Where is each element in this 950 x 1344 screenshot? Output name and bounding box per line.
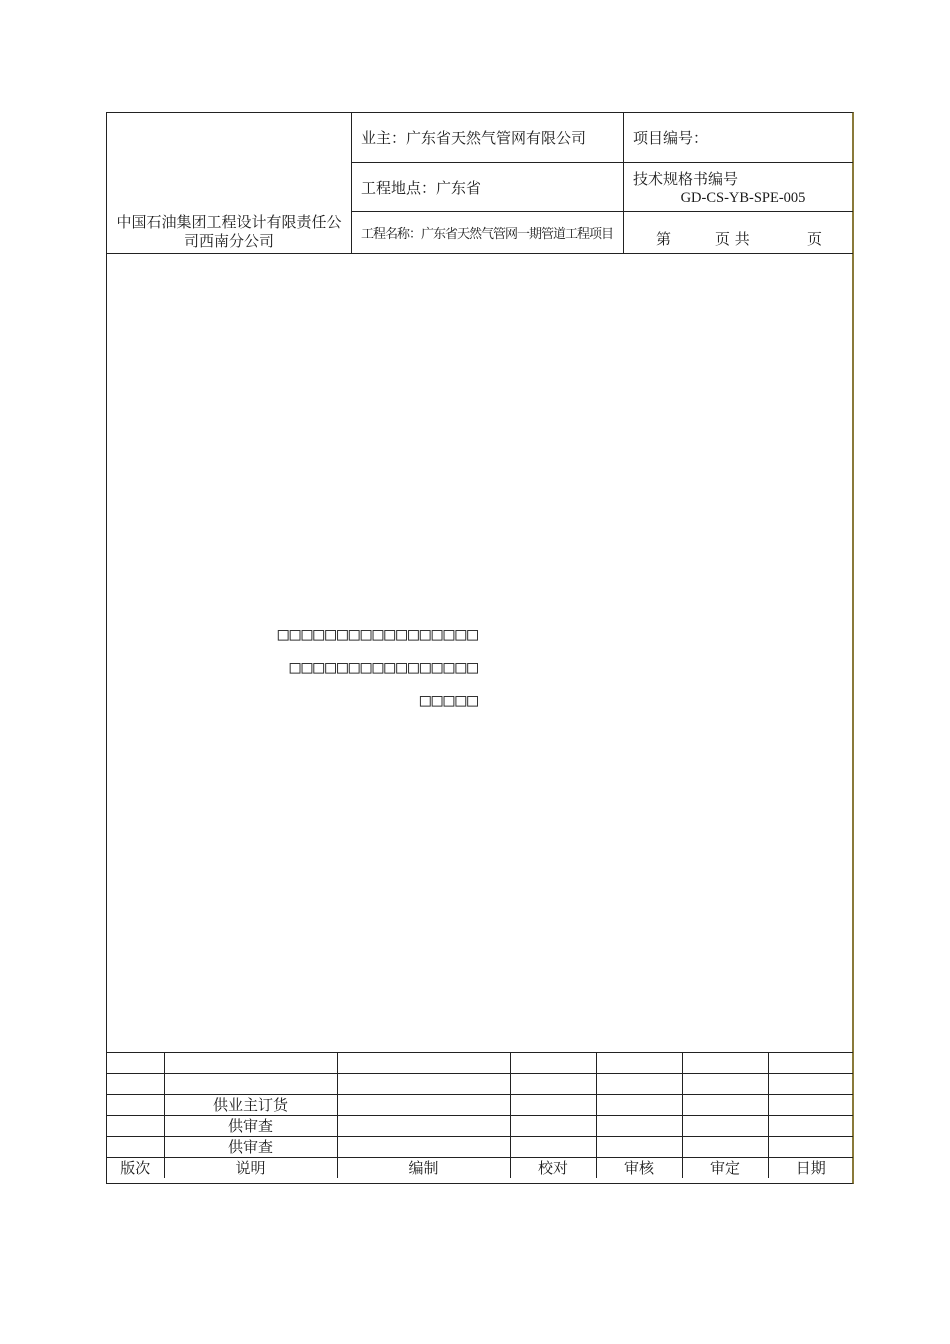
revision-cell	[107, 1053, 164, 1074]
project-info-column	[352, 113, 624, 253]
revision-cell	[107, 1074, 164, 1095]
revision-cell: 供业主订货	[164, 1095, 337, 1116]
spec-number-field	[624, 163, 853, 212]
title-line-1: □□□□□□□□□□□□□□□□□	[277, 624, 479, 645]
owner-field: 业主：广东省天然气管网有限公司	[352, 113, 623, 163]
revision-cell	[337, 1116, 510, 1137]
revision-cell	[164, 1074, 337, 1095]
document-title	[107, 618, 479, 717]
page-label-di: 第	[656, 230, 672, 248]
revision-header-cell: 审定	[682, 1158, 768, 1179]
page-count-field	[624, 212, 853, 253]
page-label-ye-gong: 页 共	[715, 230, 750, 248]
revision-header-cell: 日期	[768, 1158, 853, 1179]
doc-number-column	[624, 113, 853, 253]
revision-cell	[768, 1074, 853, 1095]
revision-cell	[164, 1053, 337, 1074]
revision-header-row	[107, 1158, 853, 1179]
revision-cell	[682, 1095, 768, 1116]
title-block-header	[107, 113, 853, 254]
revision-cell	[682, 1137, 768, 1158]
page-label-ye: 页	[807, 230, 823, 248]
company-name: 中国石油集团工程设计有限责任公司西南分公司	[107, 113, 352, 253]
revision-table	[107, 1052, 853, 1178]
revision-cell	[682, 1116, 768, 1137]
revision-header-cell: 审核	[596, 1158, 682, 1179]
revision-header-cell: 说明	[164, 1158, 337, 1179]
document-sheet	[106, 112, 854, 1184]
revision-cell	[596, 1053, 682, 1074]
location-field: 工程地点：广东省	[352, 163, 623, 212]
revision-cell: 供审查	[164, 1137, 337, 1158]
revision-cell	[768, 1137, 853, 1158]
revision-cell	[682, 1074, 768, 1095]
revision-cell	[337, 1074, 510, 1095]
revision-cell	[596, 1137, 682, 1158]
title-line-2: □□□□□□□□□□□□□□□□	[289, 657, 479, 678]
revision-row	[107, 1074, 853, 1095]
revision-cell	[337, 1137, 510, 1158]
revision-cell	[682, 1053, 768, 1074]
revision-cell	[596, 1074, 682, 1095]
title-line-3: □□□□□	[419, 690, 479, 711]
revision-row	[107, 1137, 853, 1158]
revision-cell	[510, 1053, 596, 1074]
revision-cell	[510, 1074, 596, 1095]
project-number-field: 项目编号：	[624, 113, 853, 163]
revision-header-cell: 版次	[107, 1158, 164, 1179]
revision-cell: 供审查	[164, 1116, 337, 1137]
revision-cell	[596, 1116, 682, 1137]
revision-row	[107, 1053, 853, 1074]
revision-cell	[107, 1137, 164, 1158]
revision-cell	[337, 1095, 510, 1116]
revision-cell	[596, 1095, 682, 1116]
project-name-field: 工程名称：广东省天然气管网一期管道工程项目	[361, 227, 614, 242]
revision-cell	[107, 1116, 164, 1137]
revision-cell	[337, 1053, 510, 1074]
revision-cell	[510, 1137, 596, 1158]
revision-row	[107, 1116, 853, 1137]
revision-cell	[510, 1116, 596, 1137]
revision-row	[107, 1095, 853, 1116]
revision-cell	[768, 1053, 853, 1074]
revision-cell	[768, 1116, 853, 1137]
spec-number-label: 技术规格书编号	[633, 170, 739, 188]
revision-header-cell: 校对	[510, 1158, 596, 1179]
spec-number-code: GD-CS-YB-SPE-005	[680, 190, 806, 206]
revision-header-cell: 编制	[337, 1158, 510, 1179]
revision-cell	[510, 1095, 596, 1116]
revision-cell	[768, 1095, 853, 1116]
revision-cell	[107, 1095, 164, 1116]
